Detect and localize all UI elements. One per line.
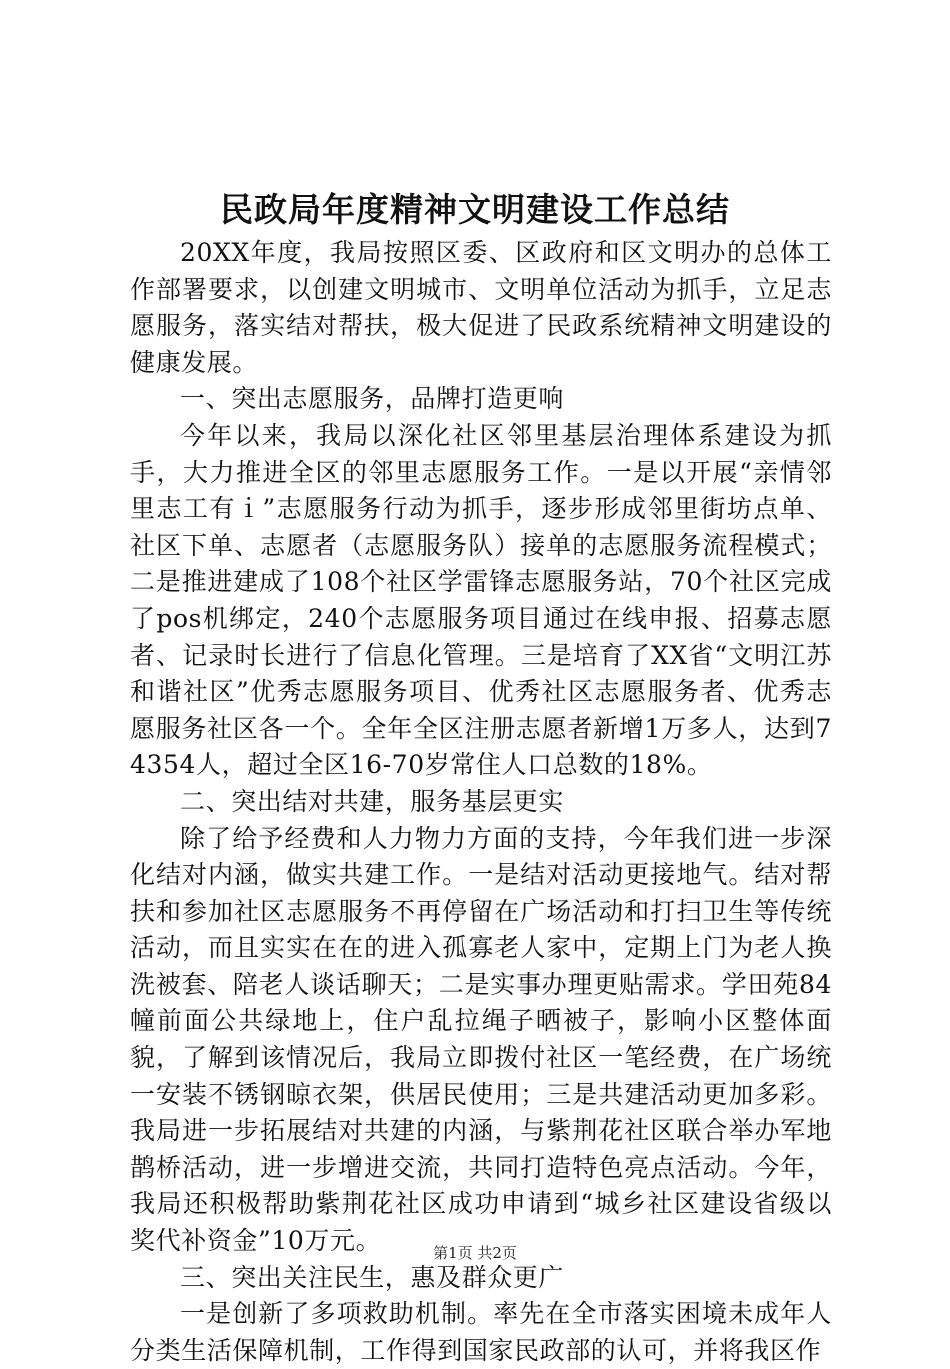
page-footer: 第1页 共2页	[433, 1244, 517, 1262]
document-body	[130, 235, 832, 1369]
section-3-paragraph: 一是创新了多项救助机制。率先在全市落实困境未成年人分类生活保障机制，工作得到国家民政部的认可，并将我区作	[130, 1299, 832, 1365]
section-1-paragraph: 今年以来，我局以深化社区邻里基层治理体系建设为抓手，大力推进全区的邻里志愿服务工作。一是以开展“亲情邻里志工有ｉ”志愿服务行动为抓手，逐步形成邻里街坊点单、社区下单、志愿者（志愿服务队）接单的志愿服务流程模式；二是推进建成了108个社区学雷锋志愿服务站，70个社区完成了pos机绑定，240个志愿服务项目通过在线申报、招募志愿者、记录时长进行了信息化管理。三是培育了XX省“文明江苏和谐社区”优秀志愿服务项目、优秀社区志愿服务者、优秀志愿服务社区各一个。全年全区注册志愿者新增1万多人，达到74354人，超过全区16-70岁常住人口总数的18%。	[130, 420, 832, 780]
section-heading-2: 二、突出结对共建，服务基层更实	[180, 786, 565, 816]
section-heading-1: 一、突出志愿服务，品牌打造更响	[180, 384, 565, 414]
document-title: 民政局年度精神文明建设工作总结	[220, 190, 730, 229]
intro-paragraph: 20XX年度，我局按照区委、区政府和区文明办的总体工作部署要求，以创建文明城市、文明单位活动为抓手，立足志愿服务，落实结对帮扶，极大促进了民政系统精神文明建设的健康发展。	[130, 238, 832, 377]
section-heading-3: 三、突出关注民生，惠及群众更广	[180, 1262, 565, 1292]
section-2-paragraph: 除了给予经费和人力物力方面的支持，今年我们进一步深化结对内涵，做实共建工作。一是结对活动更接地气。结对帮扶和参加社区志愿服务不再停留在广场活动和打扫卫生等传统活动，而且实实在在的进入孤寡老人家中，定期上门为老人换洗被套、陪老人谈话聊天；二是实事办理更贴需求。学田苑84幢前面公共绿地上，住户乱拉绳子晒被子，影响小区整体面貌，了解到该情况后，我局立即拨付社区一笔经费，在广场统一安装不锈钢晾衣架，供居民使用；三是共建活动更加多彩。我局进一步拓展结对共建的内涵，与紫荆花社区联合举办军地鹊桥活动，进一步增进交流，共同打造特色亮点活动。今年，我局还积极帮助紫荆花社区成功申请到“城乡社区建设省级以奖代补资金”10万元。	[130, 823, 832, 1256]
